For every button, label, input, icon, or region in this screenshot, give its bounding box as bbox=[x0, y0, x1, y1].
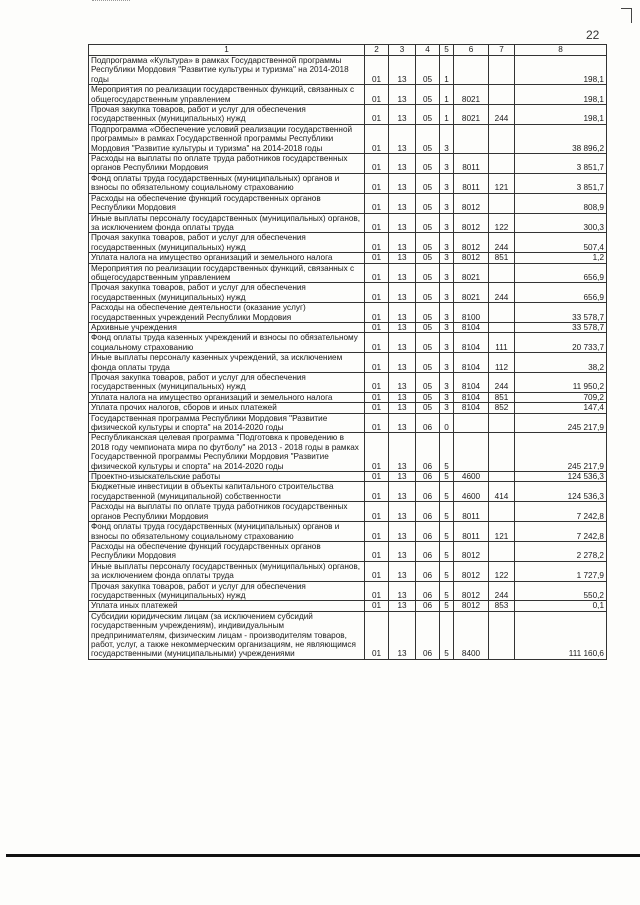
code-target-item: 8012 bbox=[454, 233, 489, 253]
code-subsection: 05 bbox=[416, 193, 440, 213]
code-subprogram: 0 bbox=[440, 413, 454, 433]
amount-value: 808,9 bbox=[515, 193, 607, 213]
code-subsection: 06 bbox=[416, 581, 440, 601]
code-subprogram: 5 bbox=[440, 433, 454, 472]
code-target-item: 8012 bbox=[454, 561, 489, 581]
code-expense-type: 122 bbox=[489, 213, 515, 233]
code-section: 13 bbox=[389, 56, 416, 85]
amount-value: 0,1 bbox=[515, 601, 607, 611]
amount-value: 245 217,9 bbox=[515, 433, 607, 472]
code-subprogram: 3 bbox=[440, 154, 454, 174]
code-section: 13 bbox=[389, 253, 416, 263]
code-subsection: 06 bbox=[416, 611, 440, 659]
code-section: 13 bbox=[389, 154, 416, 174]
code-subsection: 05 bbox=[416, 233, 440, 253]
code-subprogram: 5 bbox=[440, 482, 454, 502]
code-subsection: 05 bbox=[416, 303, 440, 323]
table-row bbox=[89, 105, 607, 125]
code-subsection: 05 bbox=[416, 105, 440, 125]
code-ved: 01 bbox=[365, 173, 389, 193]
code-section: 13 bbox=[389, 611, 416, 659]
code-ved: 01 bbox=[365, 502, 389, 522]
code-section: 13 bbox=[389, 173, 416, 193]
code-subsection: 05 bbox=[416, 353, 440, 373]
code-section: 13 bbox=[389, 403, 416, 413]
row-description: Проектно-изыскательские работы bbox=[89, 472, 365, 482]
table-body bbox=[89, 56, 607, 660]
code-section: 13 bbox=[389, 413, 416, 433]
code-target-item: 8012 bbox=[454, 601, 489, 611]
code-ved: 01 bbox=[365, 105, 389, 125]
code-target-item: 8012 bbox=[454, 541, 489, 561]
row-description: Фонд оплаты труда государственных (муниципальных) органов и взносы по обязательному социальному страхованию bbox=[89, 173, 365, 193]
amount-value: 550,2 bbox=[515, 581, 607, 601]
page-number: 22 bbox=[586, 28, 600, 42]
code-expense-type: 112 bbox=[489, 353, 515, 373]
code-target-item bbox=[454, 433, 489, 472]
table-header-row bbox=[89, 45, 607, 56]
code-target-item: 4600 bbox=[454, 472, 489, 482]
code-target-item: 8021 bbox=[454, 283, 489, 303]
code-subprogram: 5 bbox=[440, 581, 454, 601]
code-subprogram: 5 bbox=[440, 561, 454, 581]
table-row bbox=[89, 333, 607, 353]
code-expense-type: 122 bbox=[489, 561, 515, 581]
table-row bbox=[89, 373, 607, 393]
code-target-item: 4600 bbox=[454, 482, 489, 502]
code-target-item: 8021 bbox=[454, 105, 489, 125]
code-subsection: 05 bbox=[416, 373, 440, 393]
code-ved: 01 bbox=[365, 541, 389, 561]
table-row bbox=[89, 303, 607, 323]
code-subsection: 05 bbox=[416, 124, 440, 153]
code-expense-type: 244 bbox=[489, 581, 515, 601]
code-section: 13 bbox=[389, 561, 416, 581]
code-subprogram: 3 bbox=[440, 263, 454, 283]
code-section: 13 bbox=[389, 373, 416, 393]
code-section: 13 bbox=[389, 303, 416, 323]
code-target-item: 8012 bbox=[454, 253, 489, 263]
amount-value: 656,9 bbox=[515, 263, 607, 283]
code-subsection: 06 bbox=[416, 502, 440, 522]
code-subprogram: 3 bbox=[440, 322, 454, 332]
row-description: Расходы на выплаты по оплате труда работников государственных органов Республики Мордовия bbox=[89, 502, 365, 522]
row-description: Государственная программа Республики Мордовия "Развитие физической культуры и спорта" на 2014-2020 годы bbox=[89, 413, 365, 433]
column-header: 1 bbox=[89, 45, 365, 56]
code-subsection: 05 bbox=[416, 213, 440, 233]
code-target-item: 8012 bbox=[454, 213, 489, 233]
code-target-item: 8104 bbox=[454, 403, 489, 413]
row-description: Иные выплаты персоналу государственных (муниципальных) органов, за исключением фонда оплаты труда bbox=[89, 213, 365, 233]
code-ved: 01 bbox=[365, 213, 389, 233]
table-row bbox=[89, 522, 607, 542]
table-row bbox=[89, 581, 607, 601]
code-ved: 01 bbox=[365, 433, 389, 472]
code-section: 13 bbox=[389, 105, 416, 125]
code-section: 13 bbox=[389, 522, 416, 542]
amount-value: 300,3 bbox=[515, 213, 607, 233]
table-row bbox=[89, 403, 607, 413]
code-expense-type: 121 bbox=[489, 173, 515, 193]
code-expense-type: 111 bbox=[489, 333, 515, 353]
row-description: Мероприятия по реализации государственных функций, связанных с общегосударственным управлением bbox=[89, 85, 365, 105]
column-header: 3 bbox=[389, 45, 416, 56]
table-row bbox=[89, 124, 607, 153]
row-description: Мероприятия по реализации государственных функций, связанных с общегосударственным управлением bbox=[89, 263, 365, 283]
code-target-item bbox=[454, 413, 489, 433]
code-expense-type: 853 bbox=[489, 601, 515, 611]
row-description: Субсидии юридическим лицам (за исключением субсидий государственным учреждениям), индивидуальным предпринимателям, физическим лицам - производителям товаров, работ, услуг, а также некоммерческим организациям, не являющимся государственными (муниципальными) учреждениями bbox=[89, 611, 365, 659]
code-target-item: 8011 bbox=[454, 522, 489, 542]
table-row bbox=[89, 283, 607, 303]
code-section: 13 bbox=[389, 333, 416, 353]
code-expense-type bbox=[489, 85, 515, 105]
table-row bbox=[89, 502, 607, 522]
corner-bracket-mark bbox=[621, 8, 632, 23]
row-description: Прочая закупка товаров, работ и услуг для обеспечения государственных (муниципальных) нужд bbox=[89, 581, 365, 601]
row-description: Расходы на выплаты по оплате труда работников государственных органов Республики Мордовия bbox=[89, 154, 365, 174]
code-subprogram: 5 bbox=[440, 541, 454, 561]
column-header: 7 bbox=[489, 45, 515, 56]
amount-value: 38 896,2 bbox=[515, 124, 607, 153]
code-subprogram: 3 bbox=[440, 283, 454, 303]
code-ved: 01 bbox=[365, 253, 389, 263]
code-subprogram: 1 bbox=[440, 56, 454, 85]
column-header: 6 bbox=[454, 45, 489, 56]
code-subsection: 06 bbox=[416, 472, 440, 482]
code-expense-type bbox=[489, 124, 515, 153]
table-row bbox=[89, 353, 607, 373]
code-section: 13 bbox=[389, 541, 416, 561]
code-subsection: 06 bbox=[416, 482, 440, 502]
code-expense-type: 851 bbox=[489, 392, 515, 402]
table-row bbox=[89, 561, 607, 581]
code-section: 13 bbox=[389, 472, 416, 482]
code-section: 13 bbox=[389, 433, 416, 472]
table-row bbox=[89, 173, 607, 193]
code-subprogram: 3 bbox=[440, 253, 454, 263]
row-description: Уплата налога на имущество организаций и земельного налога bbox=[89, 392, 365, 402]
code-subprogram: 5 bbox=[440, 522, 454, 542]
amount-value: 2 278,2 bbox=[515, 541, 607, 561]
table-row bbox=[89, 482, 607, 502]
amount-value: 147,4 bbox=[515, 403, 607, 413]
code-subprogram: 3 bbox=[440, 213, 454, 233]
row-description: Архивные учреждения bbox=[89, 322, 365, 332]
code-ved: 01 bbox=[365, 193, 389, 213]
amount-value: 198,1 bbox=[515, 105, 607, 125]
code-ved: 01 bbox=[365, 373, 389, 393]
amount-value: 20 733,7 bbox=[515, 333, 607, 353]
amount-value: 38,2 bbox=[515, 353, 607, 373]
code-expense-type: 244 bbox=[489, 373, 515, 393]
code-target-item: 8104 bbox=[454, 353, 489, 373]
table-row bbox=[89, 601, 607, 611]
code-section: 13 bbox=[389, 392, 416, 402]
table-row bbox=[89, 233, 607, 253]
code-target-item: 8011 bbox=[454, 154, 489, 174]
column-header: 2 bbox=[365, 45, 389, 56]
code-target-item: 8012 bbox=[454, 193, 489, 213]
table-row bbox=[89, 193, 607, 213]
code-section: 13 bbox=[389, 581, 416, 601]
code-subsection: 05 bbox=[416, 322, 440, 332]
code-ved: 01 bbox=[365, 353, 389, 373]
code-subprogram: 3 bbox=[440, 303, 454, 323]
code-target-item: 8012 bbox=[454, 581, 489, 601]
table-row bbox=[89, 322, 607, 332]
code-ved: 01 bbox=[365, 472, 389, 482]
code-expense-type bbox=[489, 322, 515, 332]
row-description: Бюджетные инвестиции в объекты капитального строительства государственной (муниципальной) собственности bbox=[89, 482, 365, 502]
row-description: Фонд оплаты труда государственных (муниципальных) органов и взносы по обязательному социальному страхованию bbox=[89, 522, 365, 542]
code-target-item: 8100 bbox=[454, 303, 489, 323]
code-subprogram: 1 bbox=[440, 85, 454, 105]
row-description: Расходы на обеспечение функций государственных органов Республики Мордовия bbox=[89, 541, 365, 561]
code-subsection: 06 bbox=[416, 561, 440, 581]
amount-value: 3 851,7 bbox=[515, 173, 607, 193]
code-subprogram: 3 bbox=[440, 193, 454, 213]
code-section: 13 bbox=[389, 193, 416, 213]
code-section: 13 bbox=[389, 353, 416, 373]
row-description: Иные выплаты персоналу казенных учреждений, за исключением фонда оплаты труда bbox=[89, 353, 365, 373]
amount-value: 656,9 bbox=[515, 283, 607, 303]
row-description: Прочая закупка товаров, работ и услуг для обеспечения государственных (муниципальных) нужд bbox=[89, 233, 365, 253]
code-subsection: 05 bbox=[416, 392, 440, 402]
code-subprogram: 5 bbox=[440, 611, 454, 659]
table-row bbox=[89, 253, 607, 263]
code-subsection: 05 bbox=[416, 333, 440, 353]
table-row bbox=[89, 154, 607, 174]
table-row bbox=[89, 56, 607, 85]
row-description: Уплата иных платежей bbox=[89, 601, 365, 611]
code-expense-type bbox=[489, 193, 515, 213]
code-ved: 01 bbox=[365, 283, 389, 303]
row-description: Уплата прочих налогов, сборов и иных платежей bbox=[89, 403, 365, 413]
code-ved: 01 bbox=[365, 233, 389, 253]
code-section: 13 bbox=[389, 124, 416, 153]
row-description: Фонд оплаты труда казенных учреждений и взносы по обязательному социальному страхованию bbox=[89, 333, 365, 353]
code-expense-type bbox=[489, 541, 515, 561]
code-ved: 01 bbox=[365, 154, 389, 174]
code-subsection: 05 bbox=[416, 173, 440, 193]
code-ved: 01 bbox=[365, 56, 389, 85]
code-expense-type: 244 bbox=[489, 283, 515, 303]
code-ved: 01 bbox=[365, 303, 389, 323]
row-description: Расходы на обеспечение деятельности (оказание услуг) государственных учреждений Республики Мордовия bbox=[89, 303, 365, 323]
row-description: Подпрограмма «Культура» в рамках Государственной программы Республики Мордовия "Развитие культуры и туризма" на 2014-2018 годы bbox=[89, 56, 365, 85]
code-target-item: 8400 bbox=[454, 611, 489, 659]
amount-value: 1,2 bbox=[515, 253, 607, 263]
column-header: 4 bbox=[416, 45, 440, 56]
code-expense-type bbox=[489, 472, 515, 482]
row-description: Прочая закупка товаров, работ и услуг для обеспечения государственных (муниципальных) нужд bbox=[89, 105, 365, 125]
code-section: 13 bbox=[389, 283, 416, 303]
code-ved: 01 bbox=[365, 85, 389, 105]
code-ved: 01 bbox=[365, 601, 389, 611]
code-ved: 01 bbox=[365, 561, 389, 581]
table-row bbox=[89, 611, 607, 659]
row-description: Уплата налога на имущество организаций и земельного налога bbox=[89, 253, 365, 263]
code-subsection: 06 bbox=[416, 601, 440, 611]
code-subprogram: 3 bbox=[440, 233, 454, 253]
table-row bbox=[89, 85, 607, 105]
code-target-item: 8104 bbox=[454, 322, 489, 332]
code-expense-type: 852 bbox=[489, 403, 515, 413]
code-subprogram: 3 bbox=[440, 173, 454, 193]
code-target-item: 8021 bbox=[454, 85, 489, 105]
amount-value: 7 242,8 bbox=[515, 522, 607, 542]
code-expense-type bbox=[489, 413, 515, 433]
amount-value: 198,1 bbox=[515, 85, 607, 105]
code-target-item: 8104 bbox=[454, 373, 489, 393]
code-subprogram: 1 bbox=[440, 105, 454, 125]
code-section: 13 bbox=[389, 233, 416, 253]
amount-value: 1 727,9 bbox=[515, 561, 607, 581]
amount-value: 3 851,7 bbox=[515, 154, 607, 174]
code-subsection: 05 bbox=[416, 403, 440, 413]
table-row bbox=[89, 263, 607, 283]
code-target-item: 8104 bbox=[454, 392, 489, 402]
row-description: Подпрограмма «Обеспечение условий реализации государственной программы» в рамках Государственной программы Республики Мордовия "Развитие культуры и туризма" на 2014-2018 годы bbox=[89, 124, 365, 153]
column-header: 5 bbox=[440, 45, 454, 56]
code-subsection: 05 bbox=[416, 283, 440, 303]
code-expense-type bbox=[489, 154, 515, 174]
amount-value: 245 217,9 bbox=[515, 413, 607, 433]
code-ved: 01 bbox=[365, 482, 389, 502]
code-subprogram: 3 bbox=[440, 373, 454, 393]
code-ved: 01 bbox=[365, 263, 389, 283]
bottom-border-line bbox=[6, 854, 640, 857]
code-subprogram: 3 bbox=[440, 333, 454, 353]
code-expense-type bbox=[489, 611, 515, 659]
code-subsection: 05 bbox=[416, 56, 440, 85]
code-ved: 01 bbox=[365, 413, 389, 433]
code-expense-type bbox=[489, 303, 515, 323]
code-target-item bbox=[454, 56, 489, 85]
code-expense-type: 121 bbox=[489, 522, 515, 542]
code-subsection: 05 bbox=[416, 85, 440, 105]
code-expense-type: 851 bbox=[489, 253, 515, 263]
table-row bbox=[89, 472, 607, 482]
table-row bbox=[89, 433, 607, 472]
scan-artifact bbox=[92, 0, 130, 3]
code-target-item bbox=[454, 124, 489, 153]
code-ved: 01 bbox=[365, 333, 389, 353]
code-section: 13 bbox=[389, 85, 416, 105]
amount-value: 709,2 bbox=[515, 392, 607, 402]
code-section: 13 bbox=[389, 263, 416, 283]
code-target-item: 8011 bbox=[454, 173, 489, 193]
code-ved: 01 bbox=[365, 611, 389, 659]
amount-value: 124 536,3 bbox=[515, 482, 607, 502]
table-row bbox=[89, 541, 607, 561]
amount-value: 11 950,2 bbox=[515, 373, 607, 393]
amount-value: 507,4 bbox=[515, 233, 607, 253]
code-section: 13 bbox=[389, 213, 416, 233]
row-description: Расходы на обеспечение функций государственных органов Республики Мордовия bbox=[89, 193, 365, 213]
code-target-item: 8011 bbox=[454, 502, 489, 522]
code-ved: 01 bbox=[365, 522, 389, 542]
budget-table bbox=[88, 44, 607, 660]
code-expense-type: 244 bbox=[489, 105, 515, 125]
code-subsection: 06 bbox=[416, 541, 440, 561]
amount-value: 111 160,6 bbox=[515, 611, 607, 659]
column-header: 8 bbox=[515, 45, 607, 56]
code-section: 13 bbox=[389, 601, 416, 611]
table-row bbox=[89, 213, 607, 233]
code-expense-type bbox=[489, 56, 515, 85]
code-subprogram: 3 bbox=[440, 353, 454, 373]
code-subprogram: 3 bbox=[440, 124, 454, 153]
code-subsection: 06 bbox=[416, 522, 440, 542]
code-expense-type bbox=[489, 502, 515, 522]
code-expense-type: 414 bbox=[489, 482, 515, 502]
code-subsection: 06 bbox=[416, 433, 440, 472]
amount-value: 7 242,8 bbox=[515, 502, 607, 522]
amount-value: 33 578,7 bbox=[515, 322, 607, 332]
row-description: Иные выплаты персоналу государственных (муниципальных) органов, за исключением фонда оплаты труда bbox=[89, 561, 365, 581]
code-subsection: 05 bbox=[416, 154, 440, 174]
code-ved: 01 bbox=[365, 322, 389, 332]
code-section: 13 bbox=[389, 322, 416, 332]
code-subsection: 06 bbox=[416, 413, 440, 433]
code-ved: 01 bbox=[365, 392, 389, 402]
row-description: Прочая закупка товаров, работ и услуг для обеспечения государственных (муниципальных) нужд bbox=[89, 283, 365, 303]
code-expense-type: 244 bbox=[489, 233, 515, 253]
code-target-item: 8104 bbox=[454, 333, 489, 353]
code-subsection: 05 bbox=[416, 263, 440, 283]
code-section: 13 bbox=[389, 502, 416, 522]
code-expense-type bbox=[489, 263, 515, 283]
amount-value: 124 536,3 bbox=[515, 472, 607, 482]
code-subsection: 05 bbox=[416, 253, 440, 263]
table-row bbox=[89, 392, 607, 402]
code-target-item: 8021 bbox=[454, 263, 489, 283]
code-ved: 01 bbox=[365, 403, 389, 413]
code-subprogram: 3 bbox=[440, 403, 454, 413]
amount-value: 33 578,7 bbox=[515, 303, 607, 323]
code-ved: 01 bbox=[365, 581, 389, 601]
code-subprogram: 5 bbox=[440, 601, 454, 611]
amount-value: 198,1 bbox=[515, 56, 607, 85]
code-subprogram: 3 bbox=[440, 392, 454, 402]
code-subprogram: 5 bbox=[440, 472, 454, 482]
code-section: 13 bbox=[389, 482, 416, 502]
table-row bbox=[89, 413, 607, 433]
code-subprogram: 5 bbox=[440, 502, 454, 522]
row-description: Прочая закупка товаров, работ и услуг для обеспечения государственных (муниципальных) нужд bbox=[89, 373, 365, 393]
code-expense-type bbox=[489, 433, 515, 472]
row-description: Республиканская целевая программа "Подготовка к проведению в 2018 году чемпионата мира по футболу" на 2013 - 2018 годы в рамках Государственной программы Республики Мордовия "Развитие физической культуры и спорта" на 2014-2020 годы bbox=[89, 433, 365, 472]
code-ved: 01 bbox=[365, 124, 389, 153]
